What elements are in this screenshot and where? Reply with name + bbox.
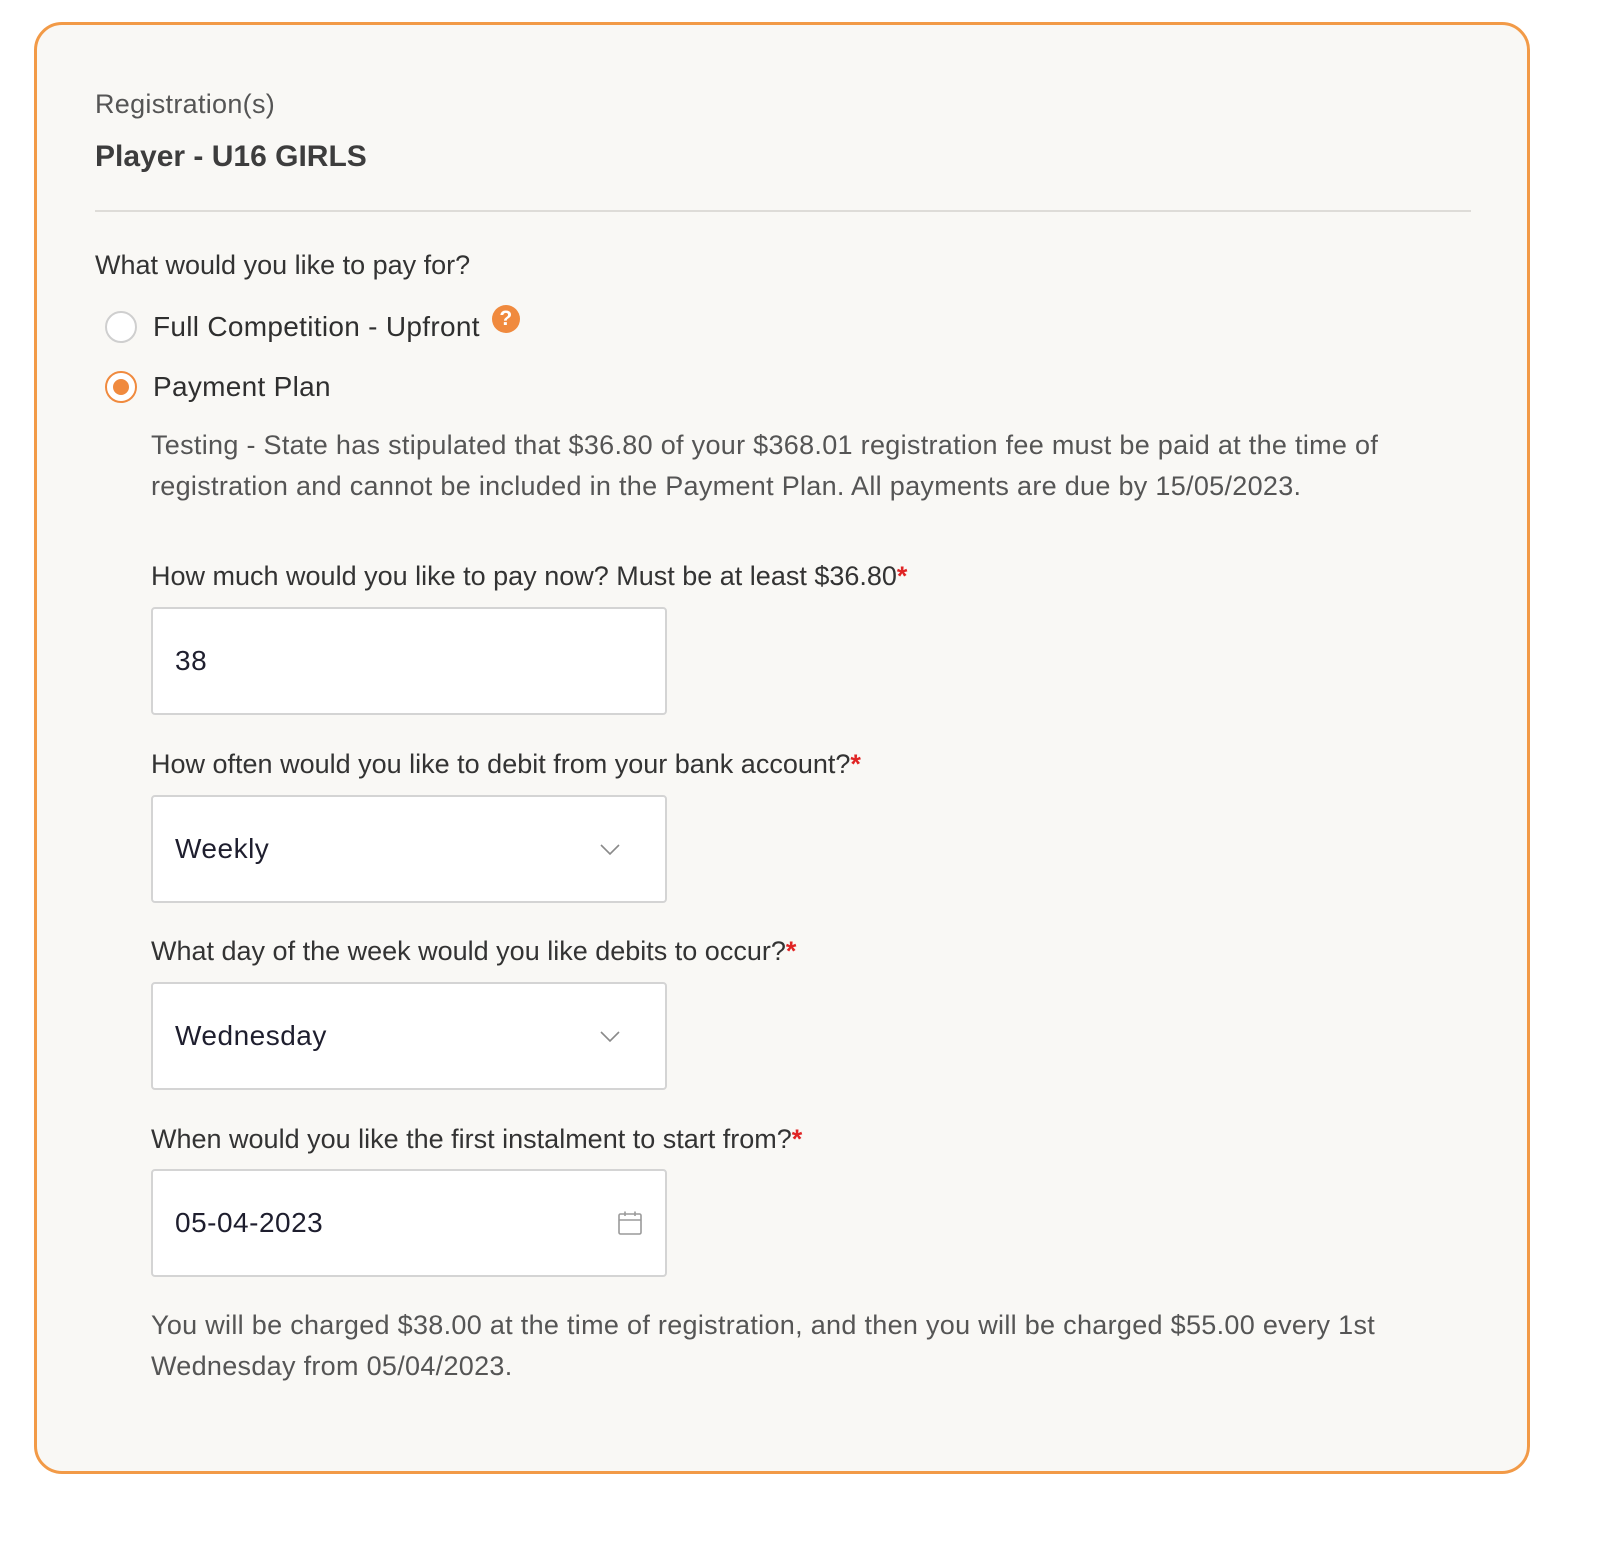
calendar-icon[interactable] [617,1210,643,1236]
help-icon[interactable]: ? [492,305,520,333]
radio-payment-plan[interactable] [105,371,137,403]
required-mark: * [850,749,861,779]
registrations-heading: Registration(s) [95,89,276,119]
day-select[interactable] [151,982,667,1090]
frequency-label-text: How often would you like to debit from your bank account? [151,749,851,779]
chevron-down-icon [599,1025,621,1047]
payment-summary: You will be charged $38.00 at the time of registration, and then you will be charged $55.00 every 1st Wednesday from 05/04/2023. [151,1310,1376,1381]
day-value: Wednesday [175,1020,327,1051]
option-payment-plan-label: Payment Plan [153,371,331,402]
payment-card [34,22,1530,1474]
frequency-label [151,749,861,780]
required-mark: * [896,561,908,591]
registration-item: Player - U16 GIRLS [95,140,367,173]
pay-now-label-text: How much would you like to pay now? Must be at least $36.80 [151,561,897,591]
pay-now-value: 38 [175,645,208,676]
required-mark: * [785,936,797,966]
radio-full-competition[interactable] [105,311,137,343]
pay-now-input[interactable] [151,607,667,715]
day-label [151,936,796,967]
chevron-down-icon [599,838,621,860]
start-date-input[interactable] [151,1169,667,1277]
start-date-label [151,1124,802,1155]
day-label-text: What day of the week would you like debits to occur? [151,936,786,966]
frequency-select[interactable] [151,795,667,903]
option-payment-plan[interactable] [105,371,331,403]
option-full-competition[interactable] [105,307,520,343]
frequency-value: Weekly [175,833,270,864]
payment-plan-info: Testing - State has stipulated that $36.80 of your $368.01 registration fee must be paid at the time of registration and cannot be included in the Payment Plan. All payments are due by 15/05/2023. [151,430,1379,501]
start-date-label-text: When would you like the first instalment to start from? [151,1124,792,1154]
divider [95,210,1471,212]
option-full-competition-label: Full Competition - Upfront [153,311,480,342]
payment-question: What would you like to pay for? [95,250,471,280]
required-mark: * [791,1124,803,1154]
start-date-value: 05-04-2023 [175,1207,324,1238]
pay-now-label [151,561,907,592]
